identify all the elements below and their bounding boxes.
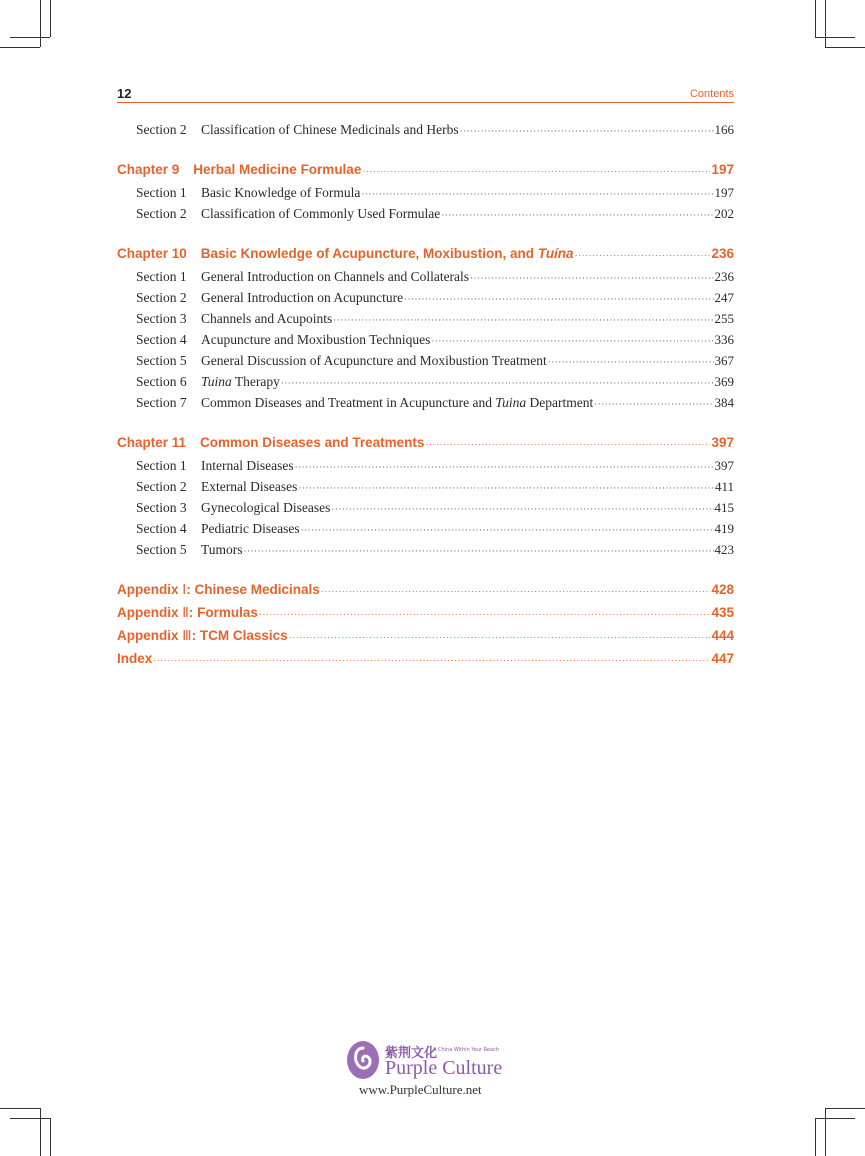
leader-dots xyxy=(301,525,714,535)
section-title xyxy=(201,458,294,474)
section-label: Section 6 xyxy=(136,374,187,389)
section-label: Section 5 xyxy=(136,353,187,368)
page-number: 423 xyxy=(714,542,734,557)
crop-mark xyxy=(40,0,41,47)
crop-mark xyxy=(815,1118,816,1156)
section-label: Section 2 xyxy=(136,479,187,494)
section-label: Section 1 xyxy=(136,185,187,200)
leader-dots xyxy=(331,504,713,514)
leader-dots xyxy=(431,336,713,346)
chapter-title-text: Basic Knowledge of Acupuncture, Moxibustion, and xyxy=(200,246,538,261)
section-title xyxy=(201,500,330,516)
leader-dots xyxy=(470,273,713,283)
section-title-italic: Tuina xyxy=(201,374,232,389)
section-label: Section 2 xyxy=(136,290,187,305)
chapter-label: Chapter 11 xyxy=(117,435,187,450)
page-number: 419 xyxy=(714,521,734,536)
section-title xyxy=(201,521,300,537)
toc-section-row[interactable] xyxy=(117,374,734,395)
leader-dots xyxy=(404,294,713,304)
section-title-text: Tumors xyxy=(201,542,243,557)
leader-dots xyxy=(289,632,711,642)
section-title-text: Internal Diseases xyxy=(201,458,294,473)
section-title-text: General Introduction on Acupuncture xyxy=(201,290,404,305)
leader-dots xyxy=(259,609,711,619)
appendix-title-text: : TCM Classics xyxy=(191,628,288,643)
toc-section-row[interactable] xyxy=(117,311,734,332)
leader-dots xyxy=(361,189,713,199)
leader-dots xyxy=(548,357,714,367)
crop-mark xyxy=(825,1108,826,1156)
crop-mark xyxy=(815,1118,855,1119)
section-title-text: Channels and Acupoints xyxy=(201,311,333,326)
toc-gap xyxy=(117,416,734,435)
toc-chapter-row[interactable] xyxy=(117,162,734,185)
toc-section-row[interactable] xyxy=(117,353,734,374)
appendix-roman: Ⅰ xyxy=(182,582,187,597)
leader-dots xyxy=(425,439,710,449)
page-number: 197 xyxy=(714,185,734,200)
logo-tagline: A China Within Your Reach xyxy=(433,1047,499,1053)
section-title xyxy=(201,311,332,327)
section-title xyxy=(201,332,430,348)
section-label: Section 1 xyxy=(136,458,187,473)
page-number: 202 xyxy=(714,206,734,221)
appendix-title-text: : Formulas xyxy=(188,605,258,620)
leader-dots xyxy=(362,166,710,176)
toc-appendix-row[interactable] xyxy=(117,605,734,628)
purple-culture-logo-icon xyxy=(345,1040,381,1080)
chapter-label: Chapter 10 xyxy=(117,246,187,261)
section-label: Section 2 xyxy=(136,206,187,221)
section-label: Section 4 xyxy=(136,521,187,536)
chapter-title xyxy=(200,435,424,450)
appendix-title xyxy=(117,582,320,598)
toc-appendix-row[interactable] xyxy=(117,651,734,674)
section-label: Section 2 xyxy=(136,122,187,137)
toc-section-row[interactable] xyxy=(117,185,734,206)
page-number: 12 xyxy=(117,86,132,101)
toc-chapter-row[interactable] xyxy=(117,435,734,458)
section-label: Section 7 xyxy=(136,395,187,410)
watermark-url: www.PurpleCulture.net xyxy=(359,1082,482,1097)
crop-mark xyxy=(0,1108,40,1109)
section-title xyxy=(201,374,280,390)
toc-section-row[interactable] xyxy=(117,500,734,521)
page-number: 247 xyxy=(714,290,734,305)
section-title-text: Gynecological Diseases xyxy=(201,500,331,515)
page-number: 255 xyxy=(714,311,734,326)
page-number: 447 xyxy=(711,651,734,666)
crop-mark xyxy=(0,47,40,48)
section-label: Section 5 xyxy=(136,542,187,557)
page-number: 236 xyxy=(711,246,734,261)
page-number: 197 xyxy=(711,162,734,177)
leader-dots xyxy=(441,210,713,220)
toc-gap xyxy=(117,143,734,162)
chapter-title xyxy=(193,162,361,177)
chapter-title-text: Common Diseases and Treatments xyxy=(200,435,425,450)
section-title-text: Classification of Chinese Medicinals and Herbs xyxy=(201,122,459,137)
toc-section-row[interactable] xyxy=(117,395,734,416)
section-title xyxy=(201,542,243,558)
crop-mark xyxy=(50,1118,51,1156)
section-title-text: Classification of Commonly Used Formulae xyxy=(201,206,441,221)
section-title-text: General Introduction on Channels and Collaterals xyxy=(201,269,470,284)
chapter-title-italic: Tuína xyxy=(537,246,574,261)
section-title-text: Therapy xyxy=(231,374,280,389)
section-title-suffix: Department xyxy=(526,395,594,410)
leader-dots xyxy=(575,250,711,260)
section-title-text: Acupuncture and Moxibustion Techniques xyxy=(201,332,431,347)
section-title-text: Basic Knowledge of Formula xyxy=(201,185,361,200)
section-title-text: External Diseases xyxy=(201,479,298,494)
section-title-text: Common Diseases and Treatment in Acupuncture and xyxy=(201,395,496,410)
crop-mark xyxy=(10,1118,50,1119)
crop-mark xyxy=(825,1108,865,1109)
page-number: 435 xyxy=(711,605,734,620)
section-title xyxy=(201,269,469,285)
page-number: 166 xyxy=(714,122,734,137)
watermark-logo xyxy=(345,1038,525,1100)
page-number: 411 xyxy=(714,479,734,494)
page-header xyxy=(117,86,734,103)
section-title-text: General Discussion of Acupuncture and Moxibustion Treatment xyxy=(201,353,547,368)
page-number: 384 xyxy=(714,395,734,410)
toc-section-row[interactable] xyxy=(117,542,734,563)
page-number: 369 xyxy=(714,374,734,389)
leader-dots xyxy=(244,546,714,556)
logo-name: Purple Culture xyxy=(385,1057,503,1079)
toc-section-row[interactable] xyxy=(117,290,734,311)
toc-section-row[interactable] xyxy=(117,206,734,227)
section-label: Section 1 xyxy=(136,269,187,284)
section-title xyxy=(201,353,547,369)
leader-dots xyxy=(333,315,713,325)
toc-appendix-row[interactable] xyxy=(117,582,734,605)
section-title xyxy=(201,122,459,138)
running-head: Contents xyxy=(689,88,734,100)
page-number: 415 xyxy=(714,500,734,515)
toc-section-row[interactable] xyxy=(117,332,734,353)
section-title xyxy=(201,185,360,201)
toc-section-row[interactable] xyxy=(117,521,734,542)
toc-gap xyxy=(117,227,734,246)
appendix-roman: Ⅱ xyxy=(182,605,189,620)
crop-mark xyxy=(50,0,51,37)
appendix-label: Appendix xyxy=(117,605,183,620)
section-label: Section 4 xyxy=(136,332,187,347)
leader-dots xyxy=(298,483,714,493)
appendix-roman: Ⅲ xyxy=(182,628,192,643)
toc-section-row[interactable] xyxy=(117,122,734,143)
toc-section-row[interactable] xyxy=(117,479,734,500)
section-title xyxy=(201,206,440,222)
crop-mark xyxy=(825,0,826,47)
page-number: 336 xyxy=(714,332,734,347)
appendix-title xyxy=(117,605,258,621)
page-number: 397 xyxy=(714,458,734,473)
crop-mark xyxy=(815,0,816,37)
chapter-title xyxy=(201,246,574,261)
leader-dots xyxy=(321,586,711,596)
section-title xyxy=(201,395,593,411)
crop-mark xyxy=(40,1108,41,1156)
logo-chinese-text: 紫荆文化 xyxy=(385,1046,438,1061)
leader-dots xyxy=(281,378,714,388)
crop-mark xyxy=(10,37,50,38)
crop-mark xyxy=(815,37,855,38)
leader-dots xyxy=(153,655,710,665)
leader-dots xyxy=(295,462,714,472)
appendix-label: Index xyxy=(117,651,153,666)
section-title-text: Pediatric Diseases xyxy=(201,521,300,536)
chapter-title-text: Herbal Medicine Formulae xyxy=(193,162,362,177)
leader-dots xyxy=(460,126,714,136)
appendix-title-text: : Chinese Medicinals xyxy=(186,582,320,597)
crop-mark xyxy=(825,47,865,48)
section-title xyxy=(201,290,403,306)
section-title-italic: Tuina xyxy=(495,395,527,410)
page-number: 397 xyxy=(711,435,734,450)
toc-appendix-row[interactable] xyxy=(117,628,734,651)
leader-dots xyxy=(594,399,713,409)
section-label: Section 3 xyxy=(136,500,187,515)
page-number: 367 xyxy=(714,353,734,368)
section-label: Section 3 xyxy=(136,311,187,326)
appendix-title xyxy=(117,628,288,644)
section-title xyxy=(201,479,297,495)
toc-chapter-row[interactable] xyxy=(117,246,734,269)
chapter-label: Chapter 9 xyxy=(117,162,180,177)
appendix-label: Appendix xyxy=(117,628,183,643)
page-number: 428 xyxy=(711,582,734,597)
table-of-contents xyxy=(117,122,734,674)
appendix-title xyxy=(117,651,152,666)
page-number: 444 xyxy=(711,628,734,643)
appendix-label: Appendix xyxy=(117,582,183,597)
toc-gap xyxy=(117,563,734,582)
toc-section-row[interactable] xyxy=(117,458,734,479)
page-number: 236 xyxy=(714,269,734,284)
toc-section-row[interactable] xyxy=(117,269,734,290)
